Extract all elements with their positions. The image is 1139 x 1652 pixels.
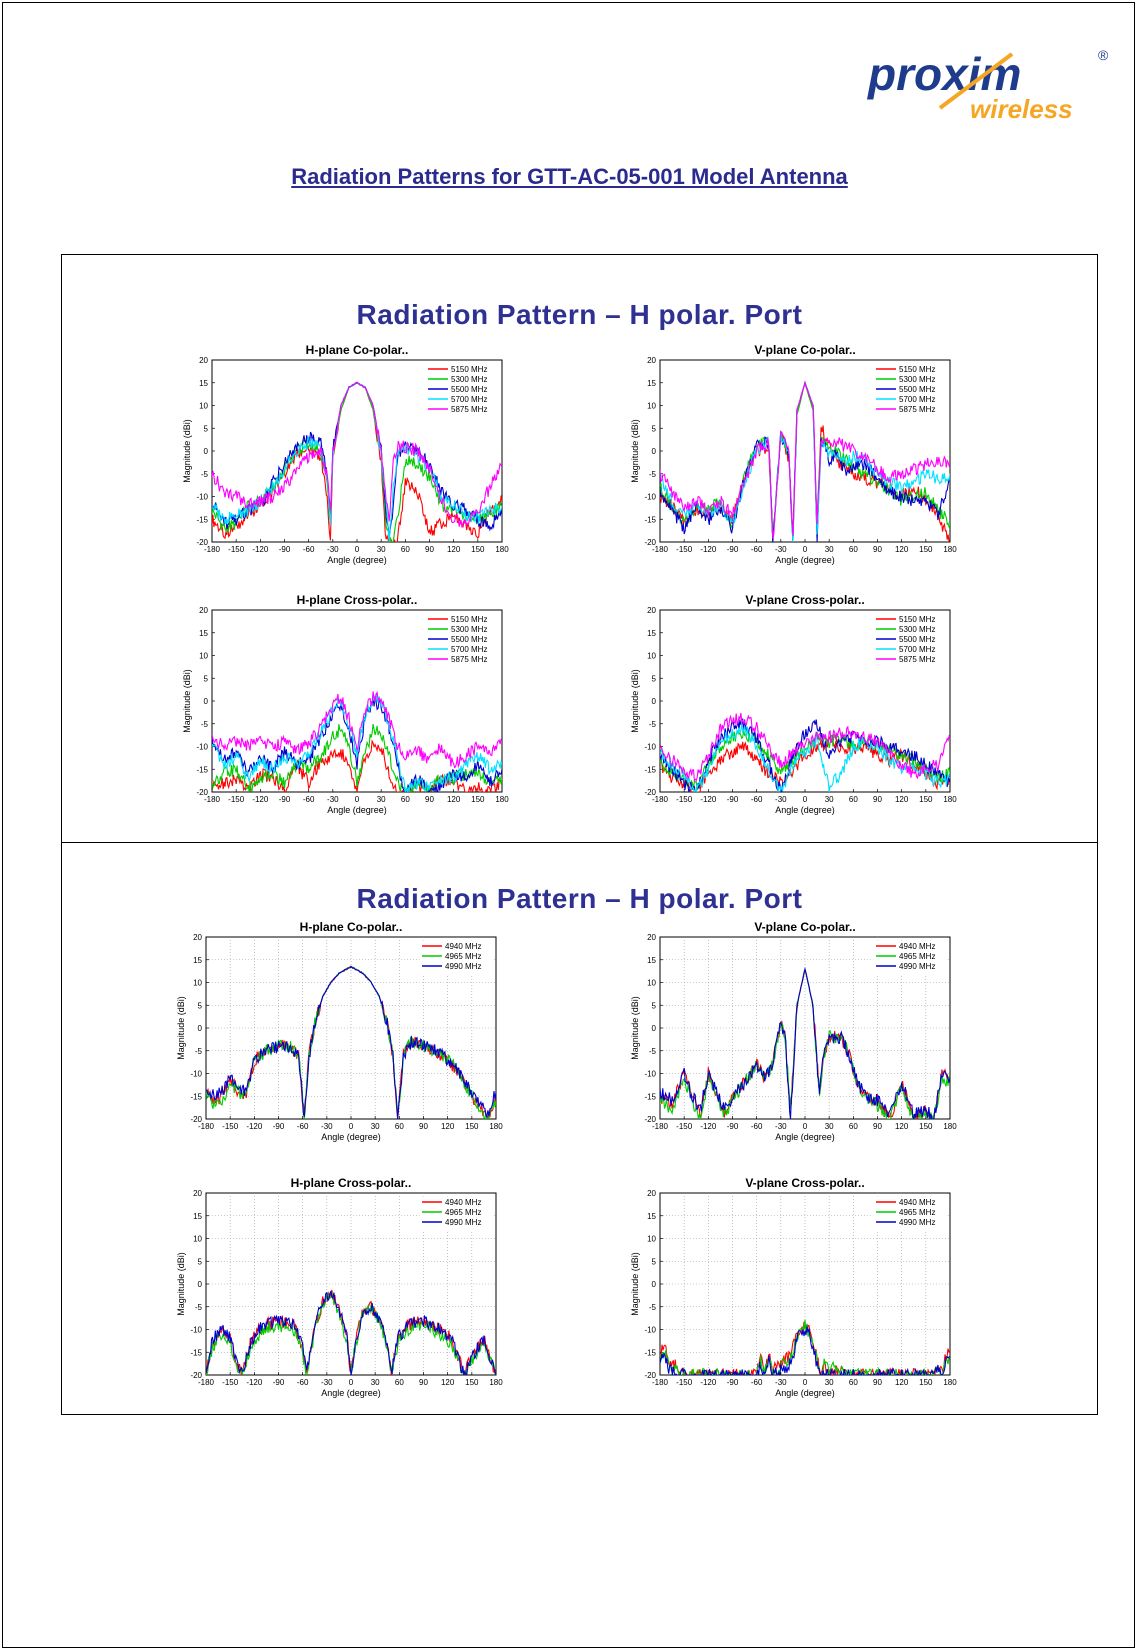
x-tick-label: 60 [848, 795, 858, 804]
legend-label: 4990 MHz [899, 962, 936, 971]
y-tick-label: -5 [200, 469, 208, 479]
x-tick-label: -180 [203, 545, 221, 554]
y-tick-label: 15 [647, 378, 656, 388]
x-tick-label: -180 [651, 1378, 669, 1387]
x-tick-label: 60 [848, 1122, 858, 1131]
x-tick-label: 180 [943, 1122, 957, 1131]
legend-label: 5500 MHz [451, 635, 488, 644]
x-tick-label: 150 [465, 1122, 479, 1131]
y-tick-label: -20 [190, 1371, 202, 1380]
y-tick-label: -10 [196, 492, 208, 502]
x-tick-label: -150 [676, 545, 693, 554]
x-axis-label: Angle (degree) [775, 1132, 835, 1142]
x-tick-label: -60 [750, 1122, 763, 1131]
legend-label: 5700 MHz [451, 395, 488, 404]
y-tick-label: 5 [203, 674, 208, 684]
x-tick-label: 150 [919, 1122, 933, 1131]
section-title: Radiation Pattern – H polar. Port [356, 299, 803, 330]
x-tick-label: 120 [894, 1122, 909, 1131]
x-tick-label: -30 [327, 545, 339, 554]
y-axis-label: Magnitude (dBi) [630, 1252, 640, 1316]
x-axis-label: Angle (degree) [775, 555, 835, 565]
x-tick-label: -120 [700, 545, 717, 554]
x-tick-label: 60 [848, 545, 858, 554]
y-tick-label: -20 [196, 788, 208, 797]
x-tick-label: -120 [700, 1378, 717, 1387]
x-tick-label: 90 [419, 1122, 428, 1131]
y-tick-label: 20 [193, 1189, 202, 1198]
y-tick-label: 10 [199, 651, 208, 661]
y-tick-label: 0 [197, 1024, 202, 1033]
y-tick-label: 15 [193, 955, 202, 965]
x-tick-label: -90 [726, 1122, 739, 1131]
y-tick-label: 20 [647, 356, 656, 365]
x-tick-label: 180 [489, 1378, 503, 1387]
y-tick-label: 20 [199, 606, 208, 615]
legend-label: 4940 MHz [899, 1198, 936, 1207]
x-tick-label: -60 [750, 545, 763, 554]
x-tick-label: -150 [676, 1122, 693, 1131]
x-tick-label: -30 [321, 1122, 333, 1131]
x-tick-label: 90 [425, 545, 434, 554]
x-tick-label: -120 [252, 545, 269, 554]
y-tick-label: 15 [647, 628, 656, 638]
x-tick-label: 150 [465, 1378, 479, 1387]
x-tick-label: -30 [775, 545, 787, 554]
x-tick-label: 150 [919, 1378, 933, 1387]
x-tick-label: 180 [943, 545, 957, 554]
x-tick-label: -150 [676, 795, 693, 804]
legend-label: 4965 MHz [899, 952, 936, 961]
x-tick-label: 60 [394, 1378, 404, 1387]
x-tick-label: -90 [278, 545, 291, 554]
chart-hplane-crosspolar-5ghz [176, 590, 536, 830]
y-tick-label: 20 [193, 933, 202, 942]
chart-title: H-plane Co-polar.. [305, 343, 409, 357]
x-tick-label: 30 [824, 1378, 834, 1387]
legend-label: 5300 MHz [899, 625, 936, 634]
x-tick-label: 30 [376, 795, 386, 804]
x-tick-label: -180 [651, 795, 669, 804]
legend-label: 4940 MHz [899, 942, 936, 951]
legend-label: 4940 MHz [445, 942, 482, 951]
x-tick-label: -150 [228, 545, 245, 554]
chart-vplane-copolar-4.9ghz [624, 917, 984, 1157]
y-tick-label: -10 [644, 492, 656, 502]
x-axis-label: Angle (degree) [321, 1388, 381, 1398]
y-tick-label: 0 [203, 697, 208, 706]
x-tick-label: 0 [348, 1122, 354, 1131]
x-axis-label: Angle (degree) [775, 1388, 835, 1398]
x-tick-label: -30 [775, 1378, 787, 1387]
y-axis-label: Magnitude (dBi) [630, 419, 640, 483]
x-tick-label: 30 [824, 545, 834, 554]
logo-sub: wireless [970, 94, 1073, 124]
x-tick-label: 30 [376, 545, 386, 554]
x-tick-label: -150 [228, 795, 245, 804]
legend-label: 5150 MHz [899, 615, 936, 624]
x-tick-label: 0 [802, 1378, 808, 1387]
y-tick-label: 5 [651, 1257, 656, 1267]
y-axis-label: Magnitude (dBi) [176, 996, 186, 1060]
chart-title: H-plane Co-polar.. [299, 920, 403, 934]
x-tick-label: 120 [894, 795, 909, 804]
legend-label: 4965 MHz [445, 1208, 482, 1217]
legend-label: 5875 MHz [899, 655, 936, 664]
y-tick-label: 5 [651, 424, 656, 434]
y-tick-label: -10 [644, 1069, 656, 1079]
x-tick-label: 180 [489, 1122, 503, 1131]
x-tick-label: -90 [726, 1378, 739, 1387]
y-tick-label: 0 [651, 447, 656, 456]
chart-title: V-plane Co-polar.. [754, 343, 856, 357]
x-tick-label: 120 [446, 545, 461, 554]
x-tick-label: 120 [440, 1122, 455, 1131]
y-tick-label: 10 [647, 401, 656, 411]
legend-label: 5500 MHz [899, 385, 936, 394]
legend-label: 5300 MHz [451, 625, 488, 634]
x-tick-label: 0 [354, 545, 360, 554]
y-tick-label: 10 [647, 1234, 656, 1244]
legend-label: 5150 MHz [451, 615, 488, 624]
x-tick-label: 30 [370, 1122, 380, 1131]
x-tick-label: -30 [321, 1378, 333, 1387]
x-axis-label: Angle (degree) [321, 1132, 381, 1142]
x-tick-label: 150 [919, 795, 933, 804]
x-tick-label: -180 [203, 795, 221, 804]
x-tick-label: 150 [919, 545, 933, 554]
x-tick-label: 0 [802, 1122, 808, 1131]
legend-label: 5500 MHz [899, 635, 936, 644]
x-tick-label: -150 [222, 1378, 239, 1387]
y-tick-label: -20 [644, 788, 656, 797]
y-tick-label: -15 [196, 765, 208, 775]
y-tick-label: -15 [644, 1092, 656, 1102]
y-tick-label: -20 [644, 538, 656, 547]
y-tick-label: 5 [197, 1001, 202, 1011]
y-tick-label: -10 [644, 1325, 656, 1335]
x-tick-label: 180 [495, 545, 509, 554]
x-tick-label: 180 [943, 1378, 957, 1387]
y-tick-label: -20 [644, 1115, 656, 1124]
x-tick-label: -180 [651, 545, 669, 554]
x-tick-label: 90 [425, 795, 434, 804]
legend-label: 5875 MHz [899, 405, 936, 414]
y-tick-label: -5 [648, 1302, 656, 1312]
chart-title: H-plane Cross-polar.. [296, 593, 418, 607]
y-tick-label: 0 [651, 1280, 656, 1289]
x-tick-label: -120 [246, 1378, 263, 1387]
y-axis-label: Magnitude (dBi) [176, 1252, 186, 1316]
x-tick-label: -180 [651, 1122, 669, 1131]
y-tick-label: 0 [651, 697, 656, 706]
x-axis-label: Angle (degree) [775, 805, 835, 815]
legend-label: 5875 MHz [451, 405, 488, 414]
document-title: Radiation Patterns for GTT-AC-05-001 Model Antenna [291, 164, 848, 189]
x-tick-label: -60 [302, 795, 315, 804]
legend-label: 5875 MHz [451, 655, 488, 664]
y-tick-label: -10 [190, 1325, 202, 1335]
y-tick-label: 20 [647, 606, 656, 615]
x-tick-label: 180 [495, 795, 509, 804]
y-tick-label: 15 [199, 628, 208, 638]
y-tick-label: -5 [648, 719, 656, 729]
y-tick-label: 10 [647, 978, 656, 988]
y-tick-label: -20 [190, 1115, 202, 1124]
y-tick-label: 10 [199, 401, 208, 411]
y-tick-label: -5 [648, 469, 656, 479]
x-tick-label: -60 [750, 1378, 763, 1387]
x-tick-label: -30 [327, 795, 339, 804]
x-tick-label: 90 [873, 1122, 882, 1131]
x-tick-label: 180 [943, 795, 957, 804]
x-tick-label: -180 [197, 1378, 215, 1387]
y-tick-label: -15 [196, 515, 208, 525]
x-tick-label: -150 [222, 1122, 239, 1131]
y-tick-label: 15 [199, 378, 208, 388]
legend-label: 4965 MHz [899, 1208, 936, 1217]
y-tick-label: 5 [651, 1001, 656, 1011]
legend-label: 5300 MHz [899, 375, 936, 384]
y-tick-label: -5 [200, 719, 208, 729]
y-tick-label: -10 [190, 1069, 202, 1079]
chart-hplane-crosspolar-4.9ghz [170, 1173, 530, 1413]
y-tick-label: 10 [193, 1234, 202, 1244]
x-tick-label: 0 [354, 795, 360, 804]
logo-brand: proxim [868, 48, 1022, 100]
y-tick-label: 5 [651, 674, 656, 684]
y-tick-label: -15 [644, 1348, 656, 1358]
legend-label: 4990 MHz [899, 1218, 936, 1227]
y-tick-label: 15 [647, 1211, 656, 1221]
x-tick-label: 120 [894, 545, 909, 554]
x-tick-label: 30 [370, 1378, 380, 1387]
x-tick-label: -90 [278, 795, 291, 804]
x-axis-label: Angle (degree) [327, 555, 387, 565]
x-tick-label: 150 [471, 795, 485, 804]
y-tick-label: -10 [644, 742, 656, 752]
y-tick-label: 10 [647, 651, 656, 661]
legend-label: 4940 MHz [445, 1198, 482, 1207]
chart-hplane-copolar-4.9ghz [170, 917, 530, 1157]
proxim-wireless-logo [860, 40, 1120, 130]
x-tick-label: -30 [775, 1122, 787, 1131]
y-axis-label: Magnitude (dBi) [182, 419, 192, 483]
x-tick-label: -150 [676, 1378, 693, 1387]
y-tick-label: 20 [199, 356, 208, 365]
x-tick-label: 60 [400, 545, 410, 554]
x-tick-label: -60 [296, 1122, 309, 1131]
x-tick-label: -180 [197, 1122, 215, 1131]
x-tick-label: 0 [348, 1378, 354, 1387]
x-tick-label: 150 [471, 545, 485, 554]
y-tick-label: 5 [197, 1257, 202, 1267]
y-axis-label: Magnitude (dBi) [630, 996, 640, 1060]
x-tick-label: 60 [848, 1378, 858, 1387]
y-tick-label: -5 [648, 1046, 656, 1056]
y-tick-label: 15 [193, 1211, 202, 1221]
y-tick-label: 5 [203, 424, 208, 434]
legend-label: 5700 MHz [899, 645, 936, 654]
y-axis-label: Magnitude (dBi) [182, 669, 192, 733]
chart-title: V-plane Co-polar.. [754, 920, 856, 934]
x-tick-label: -120 [700, 1122, 717, 1131]
y-tick-label: -15 [644, 765, 656, 775]
chart-title: V-plane Cross-polar.. [745, 593, 865, 607]
x-tick-label: 0 [802, 795, 808, 804]
x-tick-label: -60 [296, 1378, 309, 1387]
y-tick-label: -15 [190, 1092, 202, 1102]
legend-label: 5150 MHz [899, 365, 936, 374]
y-tick-label: -10 [196, 742, 208, 752]
legend-label: 5500 MHz [451, 385, 488, 394]
x-tick-label: 60 [400, 795, 410, 804]
legend-label: 4990 MHz [445, 962, 482, 971]
x-tick-label: 30 [824, 1122, 834, 1131]
y-tick-label: 10 [193, 978, 202, 988]
legend-label: 5300 MHz [451, 375, 488, 384]
x-tick-label: 120 [446, 795, 461, 804]
y-tick-label: -5 [194, 1046, 202, 1056]
chart-title: V-plane Cross-polar.. [745, 1176, 865, 1190]
legend-label: 5700 MHz [451, 645, 488, 654]
y-tick-label: -20 [196, 538, 208, 547]
chart-vplane-copolar-5ghz [624, 340, 984, 580]
y-tick-label: 0 [203, 447, 208, 456]
x-tick-label: -120 [700, 795, 717, 804]
x-tick-label: 30 [824, 795, 834, 804]
y-tick-label: 0 [197, 1280, 202, 1289]
legend-label: 4990 MHz [445, 1218, 482, 1227]
y-axis-label: Magnitude (dBi) [630, 669, 640, 733]
legend-label: 5700 MHz [899, 395, 936, 404]
x-tick-label: 0 [802, 545, 808, 554]
x-tick-label: -60 [750, 795, 763, 804]
legend-label: 5150 MHz [451, 365, 488, 374]
x-axis-label: Angle (degree) [327, 805, 387, 815]
x-tick-label: 90 [419, 1378, 428, 1387]
x-tick-label: -90 [726, 795, 739, 804]
y-tick-label: -15 [190, 1348, 202, 1358]
y-tick-label: 20 [647, 1189, 656, 1198]
y-tick-label: 0 [651, 1024, 656, 1033]
x-tick-label: 90 [873, 545, 882, 554]
x-tick-label: 60 [394, 1122, 404, 1131]
chart-vplane-crosspolar-4.9ghz [624, 1173, 984, 1413]
x-tick-label: -90 [272, 1378, 285, 1387]
y-tick-label: 20 [647, 933, 656, 942]
logo-registered-mark: ® [1098, 47, 1109, 63]
x-tick-label: -90 [272, 1122, 285, 1131]
legend-label: 4965 MHz [445, 952, 482, 961]
x-tick-label: 90 [873, 1378, 882, 1387]
x-tick-label: 120 [440, 1378, 455, 1387]
x-tick-label: -120 [246, 1122, 263, 1131]
x-tick-label: 120 [894, 1378, 909, 1387]
x-tick-label: -60 [302, 545, 315, 554]
x-tick-label: 90 [873, 795, 882, 804]
chart-hplane-copolar-5ghz [176, 340, 536, 580]
chart-title: H-plane Cross-polar.. [290, 1176, 412, 1190]
y-tick-label: -15 [644, 515, 656, 525]
y-tick-label: 15 [647, 955, 656, 965]
section-title: Radiation Pattern – H polar. Port [356, 883, 803, 914]
x-tick-label: -30 [775, 795, 787, 804]
chart-vplane-crosspolar-5ghz [624, 590, 984, 830]
y-tick-label: -5 [194, 1302, 202, 1312]
x-tick-label: -90 [726, 545, 739, 554]
y-tick-label: -20 [644, 1371, 656, 1380]
x-tick-label: -120 [252, 795, 269, 804]
